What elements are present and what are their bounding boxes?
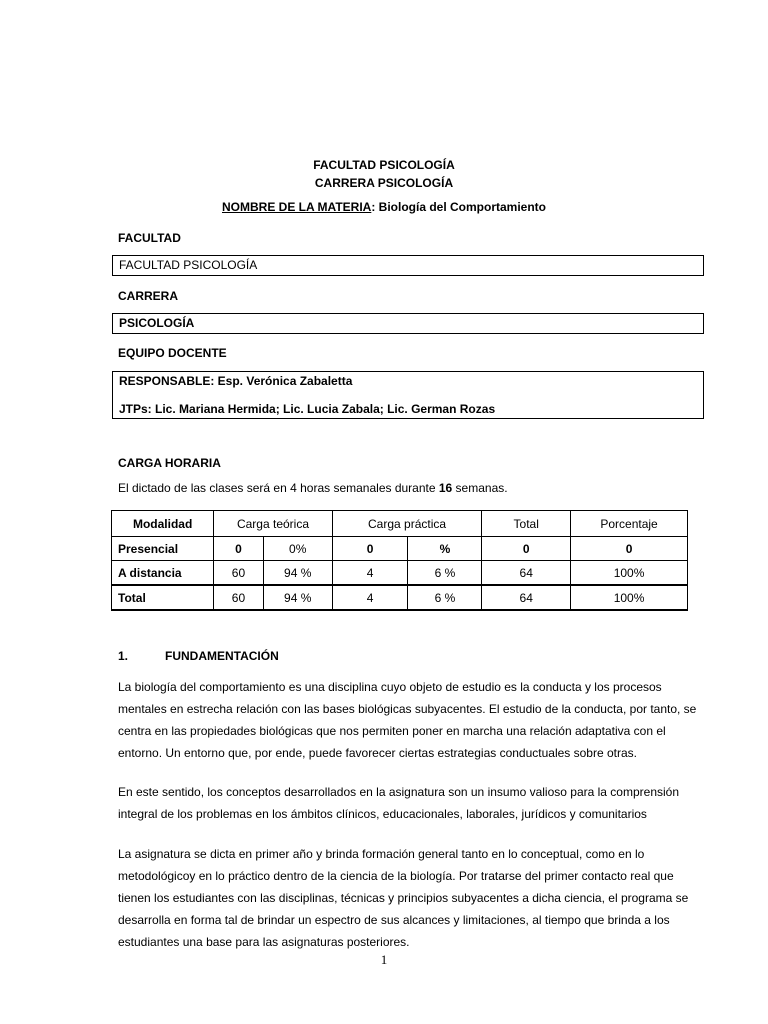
cell-prac: 4	[332, 561, 408, 586]
cell-teo: 0	[214, 537, 263, 561]
header-modalidad: Modalidad	[112, 511, 214, 537]
equipo-box	[112, 371, 704, 419]
cell-prac: 0	[332, 537, 408, 561]
cell-total: 0	[482, 537, 571, 561]
header-carga-teorica: Carga teórica	[214, 511, 332, 537]
jtps: JTPs: Lic. Mariana Hermida; Lic. Lucia Zabala; Lic. German Rozas	[119, 402, 496, 416]
fundamentacion-title: FUNDAMENTACIÓN	[165, 649, 279, 663]
table-row	[112, 585, 688, 610]
career-title: CARRERA PSICOLOGÍA	[314, 176, 454, 190]
table-row	[112, 537, 688, 561]
carrera-value: PSICOLOGÍA	[119, 316, 195, 330]
carga-weeks: 16	[438, 481, 453, 495]
cell-porcentaje: 100%	[571, 561, 688, 586]
cell-teo-pct: 0%	[263, 537, 332, 561]
cell-teo: 60	[214, 585, 263, 610]
cell-prac-pct: 6 %	[408, 561, 482, 586]
carga-sentence-start: El dictado de las clases será en 4 horas semanales durante	[118, 481, 439, 495]
cell-teo-pct: 94 %	[263, 561, 332, 586]
table-header-row	[112, 511, 688, 537]
faculty-title: FACULTAD PSICOLOGÍA	[313, 158, 455, 172]
cell-prac: 4	[332, 585, 408, 610]
carga-sentence-end: semanas.	[452, 481, 508, 495]
subject-value: : Biología del Comportamiento	[371, 200, 546, 214]
header-carga-practica: Carga práctica	[332, 511, 482, 537]
carrera-box	[112, 313, 704, 334]
equipo-label: EQUIPO DOCENTE	[118, 346, 227, 360]
cell-prac-pct: 6 %	[408, 585, 482, 610]
subject-line	[0, 200, 768, 214]
header-total: Total	[482, 511, 571, 537]
page-number: 1	[380, 952, 388, 967]
subject-label: NOMBRE DE LA MATERIA	[222, 200, 372, 214]
cell-total: 64	[482, 585, 571, 610]
cell-teo-pct: 94 %	[263, 585, 332, 610]
carrera-label: CARRERA	[118, 289, 178, 303]
paragraph-3: La asignatura se dicta en primer año y brinda formación general tanto en lo conceptual, como en lo metodológicoy en lo práctico dentro de la ciencia de la biología. Por tratarse del primer contacto real que tienen los estudiantes con las disciplinas, técnicas y principios subyacentes a dicha ciencia, el programa se desarrolla en forma tal de brindar un espectro de sus alcances y limitaciones, al tiempo que brinda a los estudiantes una base para las asignaturas posteriores.	[118, 847, 689, 949]
cell-modalidad: Total	[112, 585, 214, 610]
carga-table	[111, 510, 688, 611]
paragraph-1: La biología del comportamiento es una disciplina cuyo objeto de estudio es la conducta y los procesos mentales en estrecha relación con las bases biológicas subyacentes. El estudio de la conducta, por tanto, se centra en las propiedades biológicas que nos permiten poner en marcha una relación adaptativa con el entorno. Un entorno que, por ende, puede favorecer ciertas estrategias conductuales sobre otras.	[118, 680, 697, 760]
header-porcentaje: Porcentaje	[571, 511, 688, 537]
cell-porcentaje: 100%	[571, 585, 688, 610]
facultad-label: FACULTAD	[118, 231, 181, 245]
cell-total: 64	[482, 561, 571, 586]
cell-teo: 60	[214, 561, 263, 586]
paragraph-2: En este sentido, los conceptos desarrollados en la asignatura son un insumo valioso para la comprensión integral de los problemas en los ámbitos clínicos, educacionales, laborales, jurídicos y comunitarios	[118, 785, 679, 821]
cell-modalidad: Presencial	[112, 537, 214, 561]
fundamentacion-number: 1.	[118, 649, 129, 663]
cell-modalidad: A distancia	[112, 561, 214, 586]
facultad-box	[112, 255, 704, 276]
carga-label: CARGA HORARIA	[118, 456, 221, 470]
carga-sentence	[118, 481, 508, 495]
table-row	[112, 561, 688, 586]
cell-porcentaje: 0	[571, 537, 688, 561]
cell-prac-pct: %	[408, 537, 482, 561]
responsable: RESPONSABLE: Esp. Verónica Zabaletta	[119, 374, 353, 388]
facultad-value: FACULTAD PSICOLOGÍA	[119, 258, 258, 272]
